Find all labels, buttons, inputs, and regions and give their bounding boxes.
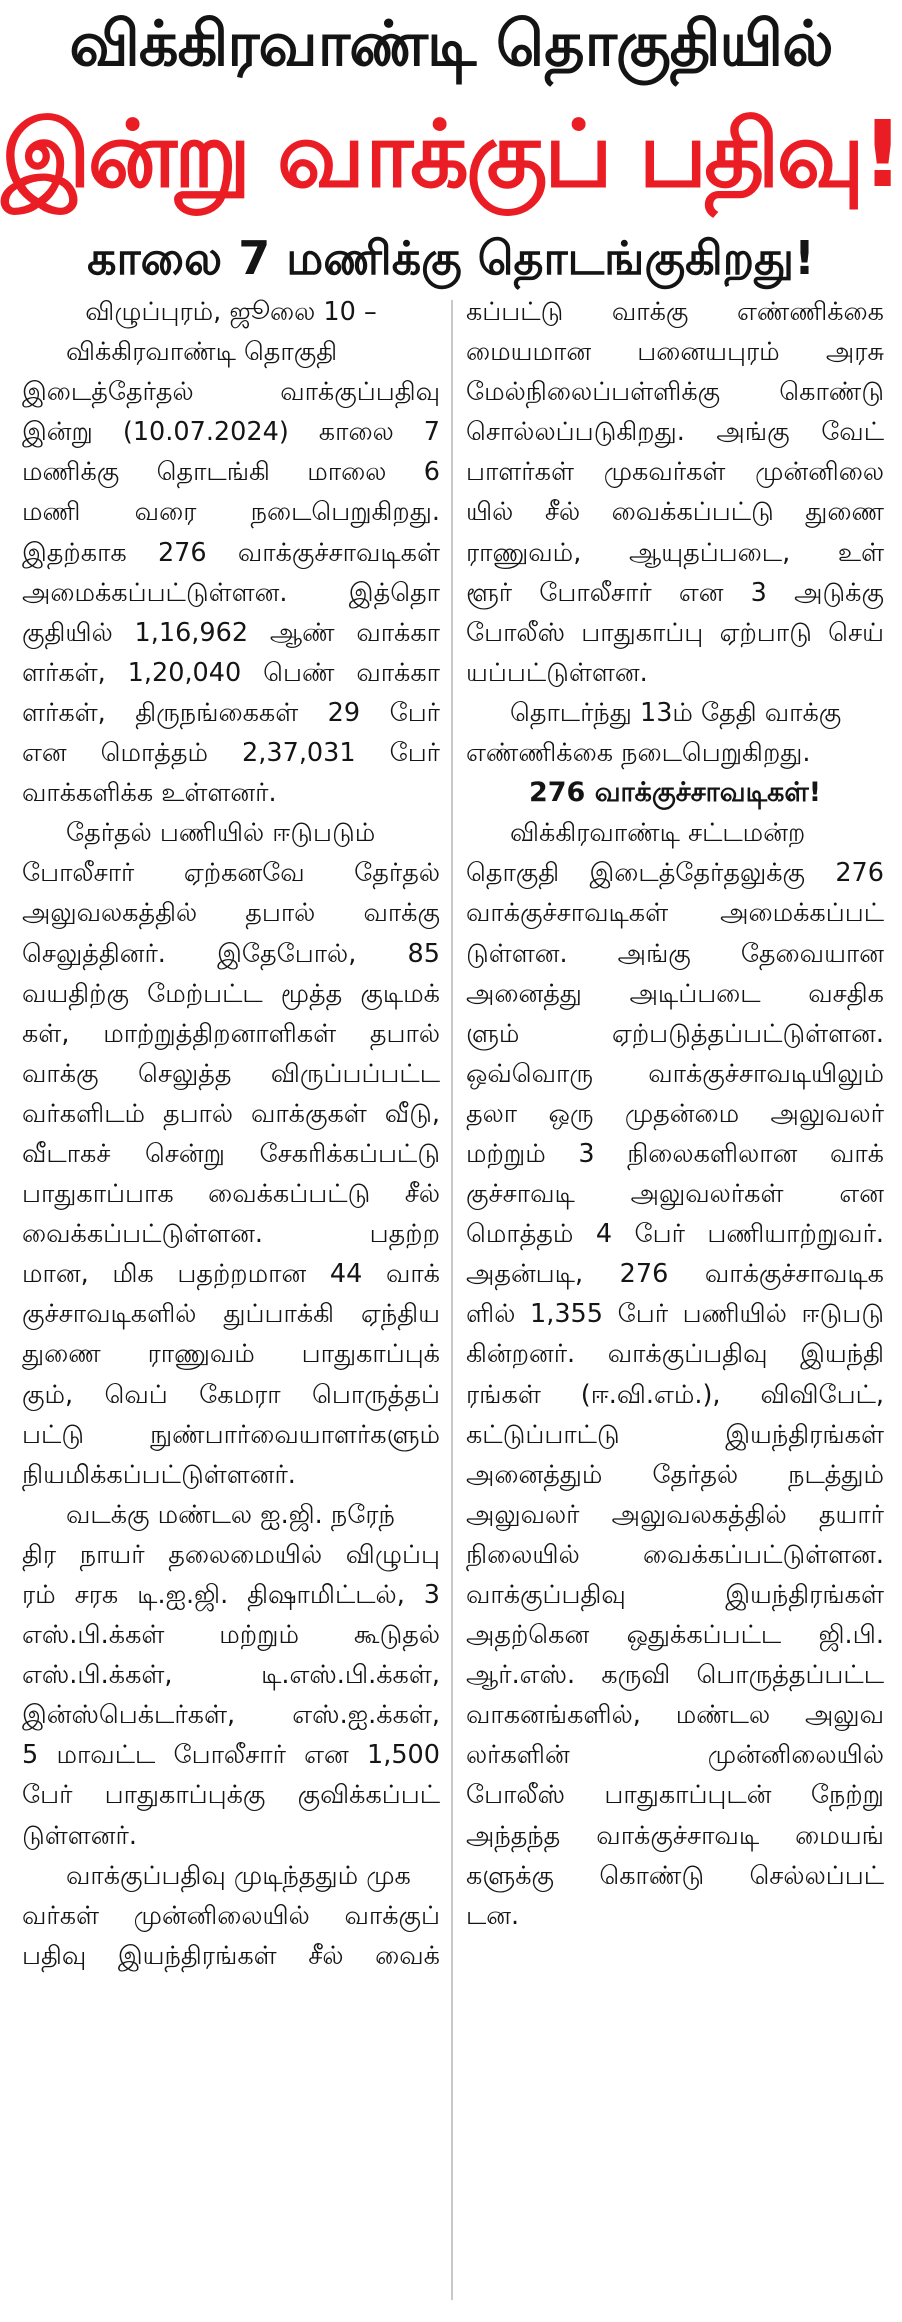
- article-line: தொடர்ந்து 13ம் தேதி வாக்கு: [510, 697, 842, 728]
- column-divider: [451, 300, 453, 2300]
- article-line: ளும் ஏற்படுத்தப்பட்டுள்ளன.: [466, 1018, 884, 1049]
- article-line: திர நாயர் தலைமையில் விழுப்பு: [22, 1539, 440, 1570]
- article-line: வாக்குச்சாவடிகள் அமைக்கப்பட்: [466, 898, 884, 929]
- article-line: குச்சாவடிகளில் துப்பாக்கி ஏந்திய: [22, 1299, 440, 1330]
- article-line: டுள்ளன. அங்கு தேவையான: [466, 938, 884, 969]
- article-line: தலா ஒரு முதன்மை அலுவலர்: [466, 1098, 884, 1129]
- article-line: மணி வரை நடைபெறுகிறது.: [22, 497, 440, 528]
- article-line: ரங்கள் (ஈ.வி.எம்.), விவிபேட்,: [466, 1379, 884, 1410]
- article-column-left: [22, 292, 440, 1976]
- article-line: மான, மிக பதற்றமான 44 வாக்: [22, 1259, 440, 1290]
- article-line: ளூர் போலீசார் என 3 அடுக்கு: [466, 577, 884, 608]
- article-line: மணிக்கு தொடங்கி மாலை 6: [22, 457, 440, 488]
- article-line: இன்று (10.07.2024) காலை 7: [22, 417, 440, 448]
- article-line: மேல்நிலைப்பள்ளிக்கு கொண்டு: [466, 377, 884, 408]
- article-line: தேர்தல் பணியில் ஈடுபடும்: [66, 818, 376, 849]
- article-line: இன்ஸ்பெக்டர்கள், எஸ்.ஐ.க்கள்,: [22, 1700, 440, 1731]
- article-line: போலீஸ் பாதுகாப்புடன் நேற்று: [466, 1780, 884, 1811]
- article-line: இதற்காக 276 வாக்குச்சாவடிகள்: [22, 537, 440, 568]
- article-line: பதிவு இயந்திரங்கள் சீல் வைக்: [22, 1940, 440, 1971]
- article-line: ஆர்.எஸ். கருவி பொருத்தப்பட்ட: [466, 1660, 884, 1691]
- article-line: நிலையில் வைக்கப்பட்டுள்ளன.: [466, 1539, 884, 1570]
- article-line: வர்கள் முன்னிலையில் வாக்குப்: [22, 1900, 440, 1931]
- article-line: ளில் 1,355 பேர் பணியில் ஈடுபடு: [466, 1299, 884, 1330]
- article-line: விழுப்புரம், ஜூலை 10 –: [85, 297, 377, 327]
- article-line: பேர் பாதுகாப்புக்கு குவிக்கப்பட்: [22, 1780, 440, 1811]
- article-line: ஒவ்வொரு வாக்குச்சாவடியிலும்: [466, 1058, 884, 1089]
- article-line: அதற்கென ஒதுக்கப்பட்ட ஜி.பி.: [466, 1620, 884, 1651]
- article-line: வயதிற்கு மேற்பட்ட மூத்த குடிமக்: [22, 978, 440, 1009]
- article-line: யப்பட்டுள்ளன.: [466, 657, 648, 688]
- article-line: மற்றும் 3 நிலைகளிலான வாக்: [466, 1138, 884, 1169]
- article-line: பாதுகாப்பாக வைக்கப்பட்டு சீல்: [22, 1179, 440, 1210]
- article-line: அந்தந்த வாக்குச்சாவடி மையங்: [466, 1820, 884, 1851]
- article-line: தொகுதி இடைத்தேர்தலுக்கு 276: [466, 858, 884, 889]
- article-line: பாளர்கள் முகவர்கள் முன்னிலை: [466, 457, 884, 488]
- article-line: அனைத்து அடிப்படை வசதிக: [466, 978, 884, 1009]
- article-line: வாகனங்களில், மண்டல அலுவ: [466, 1700, 884, 1731]
- article-line: கட்டுப்பாட்டு இயந்திரங்கள்: [466, 1419, 884, 1450]
- article-line: கின்றனர். வாக்குப்பதிவு இயந்தி: [466, 1339, 884, 1370]
- article-line: விக்கிரவாண்டி சட்டமன்ற: [510, 818, 806, 849]
- article-line: போலீஸ் பாதுகாப்பு ஏற்பாடு செய்: [466, 617, 884, 648]
- article-line: டுள்ளனர்.: [22, 1820, 137, 1851]
- article-line: அனைத்தும் தேர்தல் நடத்தும்: [466, 1459, 884, 1490]
- article-line: குச்சாவடி அலுவலர்கள் என: [466, 1179, 884, 1210]
- main-headline: இன்று வாக்குப் பதிவு!: [1, 101, 901, 208]
- article-line: கும், வெப் கேமரா பொருத்தப்: [22, 1379, 440, 1410]
- article-line: எஸ்.பி.க்கள், டி.எஸ்.பி.க்கள்,: [22, 1660, 440, 1691]
- article-line: அலுவலகத்தில் தபால் வாக்கு: [22, 898, 440, 929]
- article-line: அதன்படி, 276 வாக்குச்சாவடிக: [466, 1259, 884, 1290]
- article-line: களுக்கு கொண்டு செல்லப்பட்: [466, 1860, 884, 1891]
- article-line: ராணுவம், ஆயுதப்படை, உள்: [466, 537, 884, 568]
- sub-headline: காலை 7 மணிக்கு தொடங்குகிறது!: [87, 231, 815, 285]
- article-column-right: [466, 292, 884, 1936]
- kicker-heading: விக்கிரவாண்டி தொகுதியில்: [69, 7, 833, 80]
- article-line: இடைத்தேர்தல் வாக்குப்பதிவு: [22, 377, 440, 408]
- article-line: 5 மாவட்ட போலீசார் என 1,500: [22, 1740, 440, 1771]
- article-line: வீடாகச் சென்று சேகரிக்கப்பட்டு: [22, 1138, 440, 1169]
- article-line: என மொத்தம் 2,37,031 பேர்: [22, 738, 440, 769]
- article-line: விக்கிரவாண்டி தொகுதி: [66, 337, 338, 368]
- article-line: செலுத்தினர். இதேபோல், 85: [22, 938, 440, 969]
- article-line: அலுவலர் அலுவலகத்தில் தயார்: [466, 1499, 884, 1530]
- article-line: நியமிக்கப்பட்டுள்ளனர்.: [22, 1459, 296, 1490]
- article-line: லர்களின் முன்னிலையில்: [466, 1740, 884, 1771]
- article-line: அமைக்கப்பட்டுள்ளன. இத்தொ: [22, 577, 440, 608]
- article-line: ளர்கள், திருநங்கைகள் 29 பேர்: [22, 697, 440, 728]
- article-line: கப்பட்டு வாக்கு எண்ணிக்கை: [466, 297, 884, 327]
- article-line: வாக்கு செலுத்த விருப்பப்பட்ட: [22, 1058, 440, 1089]
- article-line: எண்ணிக்கை நடைபெறுகிறது.: [466, 738, 811, 769]
- article-line: யில் சீல் வைக்கப்பட்டு துணை: [466, 497, 884, 528]
- article-line: சொல்லப்படுகிறது. அங்கு வேட்: [466, 417, 884, 448]
- article-line: குதியில் 1,16,962 ஆண் வாக்கா: [22, 617, 440, 648]
- article-line: பட்டு நுண்பார்வையாளர்களும்: [22, 1419, 440, 1450]
- article-line: கள், மாற்றுத்திறனாளிகள் தபால்: [22, 1018, 440, 1049]
- sub-heading: 276 வாக்குச்சாவடிகள்!: [528, 777, 822, 809]
- article-line: போலீசார் ஏற்கனவே தேர்தல்: [22, 858, 440, 889]
- article-line: வாக்களிக்க உள்ளனர்.: [22, 778, 277, 809]
- article-line: வடக்கு மண்டல ஐ.ஜி. நரேந்: [66, 1499, 395, 1530]
- article-line: எஸ்.பி.க்கள் மற்றும் கூடுதல்: [22, 1620, 440, 1651]
- article-line: டன.: [466, 1900, 520, 1931]
- article-line: துணை ராணுவம் பாதுகாப்புக்: [22, 1339, 440, 1370]
- article-line: வர்களிடம் தபால் வாக்குகள் வீடு,: [22, 1098, 440, 1129]
- article-line: வாக்குப்பதிவு முடிந்ததும் முக: [66, 1860, 411, 1891]
- article-line: மொத்தம் 4 பேர் பணியாற்றுவர்.: [466, 1219, 884, 1250]
- article-line: மையமான பனையபுரம் அரசு: [466, 337, 884, 368]
- article-line: ரம் சரக டி.ஐ.ஜி. திஷாமிட்டல், 3: [22, 1580, 440, 1610]
- article-line: ளர்கள், 1,20,040 பெண் வாக்கா: [22, 657, 440, 688]
- article-line: வாக்குப்பதிவு இயந்திரங்கள்: [466, 1580, 884, 1610]
- article-line: வைக்கப்பட்டுள்ளன. பதற்ற: [22, 1219, 440, 1250]
